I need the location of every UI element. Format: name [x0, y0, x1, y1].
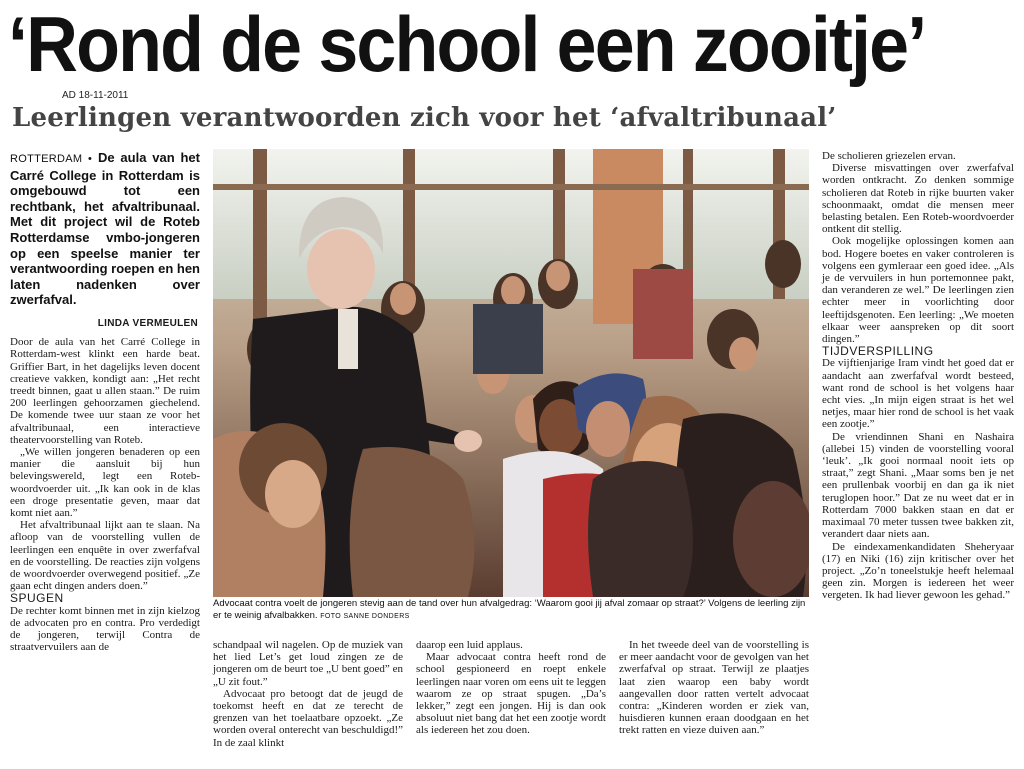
lead-paragraph: [10, 150, 200, 308]
body-paragraph: De vijftienjarige Iram vindt het goed dat er aandacht aan zwerfafval wordt besteed, want rond de school is het volgens haar echt vies. „In mijn eigen straat is het wel netjes, maar hier rond de school is het vaak een zootje.”: [822, 357, 1014, 431]
news-photo: [213, 149, 809, 597]
body-paragraph: De vriendinnen Shani en Nashaira (allebei 15) vinden de voorstelling vooral ‘leuk’. „Ik gooi normaal nooit iets op straat,” zegt Shani. „Maar soms ben je net een prullenbak voorbij en dan ga ik niet teruglopen hoor.” Dat ze nu weet dat er in Rotterdam 7000 bakken staan en dat er maximaal 70 meter tussen twee bakken zit, verandert daar niets aan.: [822, 430, 1014, 541]
body-paragraph: schandpaal wil nagelen. Op de muziek van het lied Let’s get loud zingen ze de jongeren om de beurt toe „U bent goed” en „U zit fout.”: [213, 639, 403, 688]
lead-city: ROTTERDAM •: [10, 153, 93, 165]
column-5: [822, 150, 1014, 602]
body-paragraph: Ook mogelijke oplossingen komen aan bod. Hogere boetes en vaker controleren is volgens een gymleraar een goed idee. „Als je de vervuilers in hun portemonnee pakt, dan veranderen ze wel.” De leerlingen zien echter meer in voorlichting door leeftijdsgenoten. Een leerling: „We moeten elkaar weer aanspreken op dit soort dingen.”: [822, 235, 1014, 346]
body-paragraph: In het tweede deel van de voorstelling is er meer aandacht voor de gevolgen van het zwerfafval op straat. Terwijl ze plaatjes laat zien waarop een baby wordt aangevallen door ratten vertelt advocaat contra: „Kinderen worden er ziek van, huisdieren kunnen eraan doodgaan en het trekt ratten en vieze duiven aan.”: [619, 639, 809, 737]
subheadline: Leerlingen verantwoorden zich voor het ‘afvaltribunaal’: [12, 103, 837, 133]
column-4: [619, 639, 809, 737]
headline: ‘Rond de school een zooitje’: [8, 0, 926, 88]
body-paragraph: Het afvaltribunaal lijkt aan te slaan. Na afloop van de voorstelling vullen de leerlingen een enquête in over zwerfafval en de voorstelling. De reacties zijn volgens de woordvoerder overwegend positief. „Ze gaan echt dingen anders doen.”: [10, 519, 200, 593]
body-paragraph: „We willen jongeren benaderen op een manier die aansluit bij hun belevingswereld, legt een Roteb-woordvoerder uit. „Ik kan ook in de klas een droge presentatie geven, maar dat komt niet aan.”: [10, 445, 200, 519]
body-paragraph: Door de aula van het Carré College in Rotterdam-west klinkt een harde beat. Griffier Bart, in het dagelijks leven docent creatieve vakken, kondigt aan: „Het recht treedt binnen, gaat u allen staan.” De ruim 200 leerlingen gehoorzamen giechelend. De komende twee uur staan ze voor het afvaltribunaal, een interactieve theatervoorstelling van Roteb.: [10, 336, 200, 446]
body-paragraph: De scholieren griezelen ervan.: [822, 150, 956, 162]
body-paragraph: daarop een luid applaus.: [416, 639, 523, 651]
column-3: [416, 639, 606, 737]
photo-classroom-scene: [213, 149, 809, 597]
photo-caption: [213, 598, 809, 622]
column-2: [213, 639, 403, 749]
byline: LINDA VERMEULEN: [97, 317, 198, 329]
dateline: AD 18-11-2011: [62, 90, 129, 101]
lead-text: De aula van het Carré College in Rotterdam is omgebouwd tot een rechtbank, het afvaltribunaal. Met dit project wil de Roteb Rotterdamse vmbo-jongeren op een speelse manier ter verantwoording roepen en hen laten nadenken over zwerfafval.: [10, 150, 200, 308]
photo-credit: FOTO SANNE DONDERS: [320, 612, 410, 620]
column-1: [10, 150, 200, 653]
body-paragraph: Advocaat pro betoogt dat de jeugd de toekomst heeft en dat ze terecht de grenzen van het toelaatbare opzoekt. „Ze worden overal onterecht van beschuldigd!” In de zaal klinkt: [213, 687, 403, 749]
intertitle-tijdverspilling: TIJDVERSPILLING: [822, 344, 934, 359]
caption-text: Advocaat contra voelt de jongeren stevig aan de tand over hun afvalgedrag: ‘Waarom gooi jij afval zomaar op straat?’ Volgens de leerling zijn er te weinig afvalbakken.: [213, 598, 806, 621]
body-paragraph: De eindexamenkandidaten Sheheryaar (17) en Niki (16) zijn kritischer over het project. „Zo’n toneelstukje heeft helemaal geen zin. Morgen is iedereen het weer vergeten. Ik had liever gewoon les gehad.”: [822, 540, 1014, 602]
intertitle-spugen: SPUGEN: [10, 591, 64, 606]
body-paragraph: Diverse misvattingen over zwerfafval worden ontkracht. Zo denken sommige scholieren dat Roteb in rijke buurten vaker schoonmaakt, omdat die mensen meer belasting betalen. Een Roteb-woordvoerder ontkent dit stellig.: [822, 162, 1014, 236]
body-paragraph: De rechter komt binnen met in zijn kielzog de advocaten pro en contra. Pro verdedigt de jongeren, terwijl Contra de straatvervuilers aan de: [10, 604, 200, 654]
body-paragraph: Maar advocaat contra heeft rond de school gespioneerd en roept enkele leerlingen naar voren om eens uit te leggen waarom ze op straat spugen. „Da’s lekker,” zegt een jongen. Hij is dan ook absoluut niet bang dat het een zootje wordt als iedereen het zou doen.: [416, 651, 606, 737]
